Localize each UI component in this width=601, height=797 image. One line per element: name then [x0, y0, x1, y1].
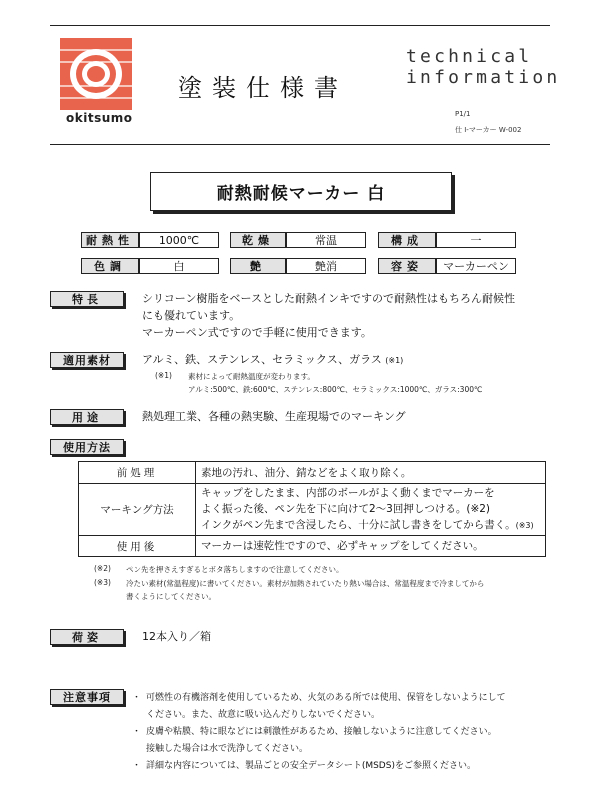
usage-key-after-use: 使用後: [79, 536, 196, 557]
usage-marking-note-mark: (※3): [515, 521, 534, 530]
caution-2-line-1: 皮膚や粘膜、特に眼などには刺激性があるため、接触しないように注意してください。: [146, 727, 497, 737]
usage-key-pretreatment: 前処理: [79, 462, 196, 484]
usage-note-3-line-2: 書くようにしてください。: [126, 592, 216, 601]
header-bottom-rule: [50, 144, 550, 145]
usage-row-after-use: [79, 536, 546, 557]
section-label-applications: 用途: [50, 409, 124, 425]
caution-bullet-1: ・: [132, 693, 142, 703]
usage-row-marking: [79, 484, 546, 536]
usage-row-pretreatment: [79, 462, 546, 484]
tech-line-1: technical: [406, 46, 533, 67]
usage-note-2-line-1: ペン先を押さえすぎるとボタ落ちしますので注意してください。: [126, 565, 344, 574]
applications-text: 熱処理工業、各種の熱実験、生産現場でのマーキング: [142, 410, 406, 423]
features-line-2: にも優れています。: [142, 309, 241, 322]
usage-table: [78, 461, 546, 557]
document-code: 仕 I-マーカー W-002: [455, 126, 522, 134]
product-name-box: [150, 172, 452, 211]
spec-value-form: マーカーペン: [436, 258, 516, 274]
usage-key-marking: マーキング方法: [79, 484, 196, 536]
caution-2-line-2: 接触した場合は水で洗浄してください。: [146, 744, 309, 754]
usage-value-marking: [196, 484, 546, 536]
logo-text: okitsumo: [66, 111, 133, 125]
caution-bullet-2: ・: [132, 727, 142, 737]
spec-value-color: 白: [139, 258, 219, 274]
spec-value-composition: 一: [436, 232, 516, 248]
usage-marking-line-3-text: インクがペン先まで含浸したら、十分に試し書きをしてから書く。: [201, 519, 516, 531]
section-label-packaging: 荷姿: [50, 629, 124, 645]
usage-after-use-line-1: マーカーは速乾性ですので、必ずキャップをしてください。: [201, 540, 484, 552]
materials-line: [142, 351, 403, 369]
usage-value-after-use: [196, 536, 546, 557]
document-title: 塗装仕様書: [178, 74, 348, 102]
materials-note-ref: (※1): [155, 371, 172, 380]
product-name: 耐熱耐候マーカー 白: [216, 184, 386, 204]
usage-note-3-line-1: 冷たい素材(常温程度)に書いてください。素材が加熱されていたり熱い場合は、常温程度まで冷ましてから: [126, 579, 485, 588]
section-label-cautions: 注意事項: [50, 689, 124, 705]
spec-label-form: 容姿: [378, 258, 436, 274]
technical-information-heading: [406, 46, 560, 88]
usage-marking-line-1: キャップをしたまま、内部のボールがよく動くまでマーカーを: [201, 487, 495, 499]
usage-value-pretreatment: [196, 462, 546, 484]
caution-3-line-1: 詳細な内容については、製品ごとの安全データシート(MSDS)をご参照ください。: [146, 761, 476, 771]
spec-value-heat-resistance: 1000℃: [139, 232, 219, 248]
usage-note-ref-2: (※2): [94, 564, 111, 573]
spec-label-color: 色調: [81, 258, 139, 274]
packaging-text: 12本入り／箱: [142, 630, 211, 643]
page-number: P1/1: [455, 110, 471, 118]
features-line-1: シリコーン樹脂をベースとした耐熱インキですので耐熱性はもちろん耐候性: [142, 292, 516, 305]
usage-marking-line-2: よく振った後、ペン先を下に向けて2～3回押しつける。(※2): [201, 503, 491, 515]
okitsumo-logo-icon: [60, 38, 132, 110]
spec-label-gloss: 艶: [230, 258, 286, 274]
usage-marking-line-3: [201, 517, 540, 534]
header-top-rule: [50, 25, 550, 26]
section-label-features: 特長: [50, 291, 124, 307]
usage-pretreatment-line-1: 素地の汚れ、油分、錆などをよく取り除く。: [201, 466, 412, 479]
features-text: [142, 290, 515, 341]
materials-note-line-1: 素材によって耐熱温度が変わります。: [188, 372, 315, 381]
caution-1-line-2: ください。また、故意に吸い込んだりしないでください。: [146, 710, 381, 720]
section-label-materials: 適用素材: [50, 352, 124, 368]
spec-label-drying: 乾燥: [230, 232, 286, 248]
tech-line-2: information: [406, 67, 561, 88]
usage-note-ref-3: (※3): [94, 578, 111, 587]
caution-1-line-1: 可燃性の有機溶剤を使用しているため、火気のある所では使用、保管をしないようにして: [146, 693, 506, 703]
materials-note-line-2: アルミ:500℃、鉄:600℃、ステンレス:800℃、セラミックス:1000℃、ガラス:300℃: [188, 385, 483, 394]
spec-label-heat-resistance: 耐熱性: [81, 232, 139, 248]
spec-label-composition: 構成: [378, 232, 436, 248]
materials-text: アルミ、鉄、ステンレス、セラミックス、ガラス: [142, 353, 382, 366]
spec-value-gloss: 艶消: [286, 258, 366, 274]
features-line-3: マーカーペン式ですので手軽に使用できます。: [142, 326, 372, 339]
caution-bullet-3: ・: [132, 761, 142, 771]
spec-value-drying: 常温: [286, 232, 366, 248]
section-label-usage: 使用方法: [50, 439, 124, 455]
materials-note-mark: (※1): [385, 356, 404, 365]
